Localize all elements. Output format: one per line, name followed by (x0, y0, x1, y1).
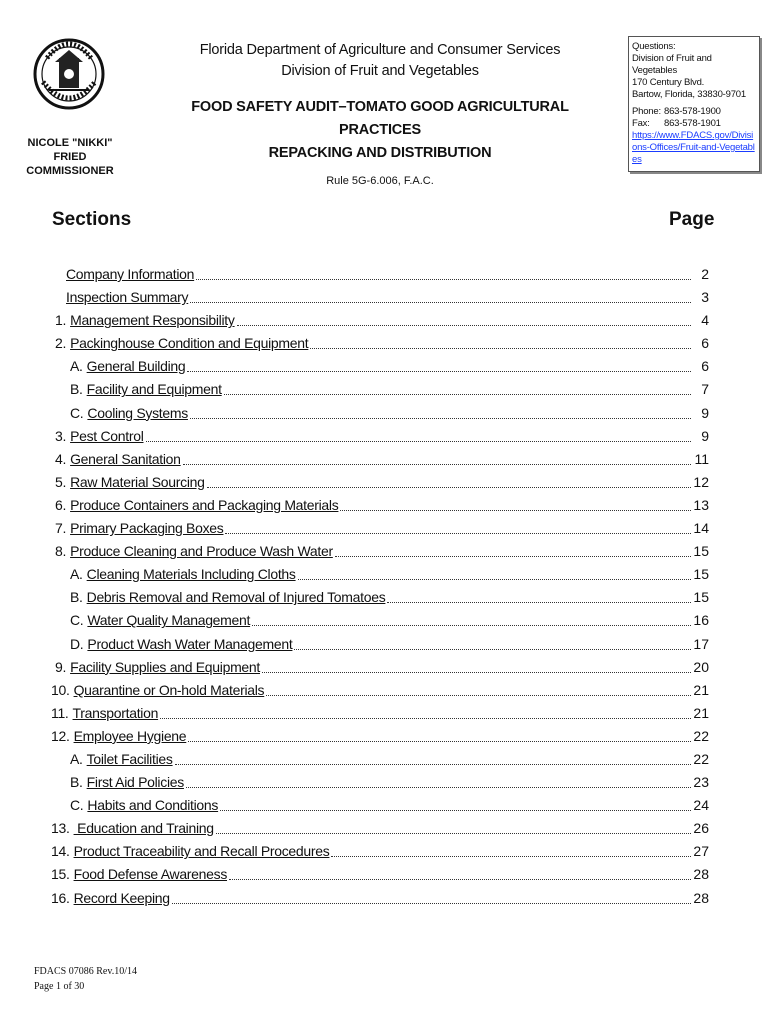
toc-number: C. (70, 612, 84, 629)
document-title-line-1: FOOD SAFETY AUDIT–TOMATO GOOD AGRICULTURAL PRACTICES (191, 99, 569, 138)
toc-link[interactable] (70, 587, 709, 607)
toc-leader-dots (183, 463, 691, 465)
page-heading: Page (669, 209, 715, 230)
document-header (185, 40, 575, 187)
toc-title: First Aid Policies (86, 774, 184, 791)
toc-link[interactable] (55, 472, 709, 492)
toc-title: Habits and Conditions (87, 797, 219, 814)
toc-title: Produce Cleaning and Produce Wash Water (70, 543, 333, 560)
toc-link[interactable] (51, 818, 709, 838)
toc-page-number: 17 (693, 635, 709, 652)
toc-row (0, 449, 770, 472)
toc-page-number: 6 (701, 358, 709, 375)
toc-page-number: 12 (693, 473, 709, 490)
toc-page-number: 21 (693, 681, 709, 698)
toc-title: General Building (86, 358, 186, 375)
toc-number: 11. (51, 704, 69, 721)
toc-link[interactable] (55, 333, 709, 353)
toc-page-number: 6 (701, 335, 709, 352)
toc-leader-dots (331, 855, 691, 857)
toc-page-number: 16 (693, 612, 709, 629)
toc-leader-dots (160, 717, 691, 719)
toc-link[interactable] (55, 426, 709, 446)
toc-leader-dots (298, 578, 691, 580)
toc-number: B. (70, 589, 83, 606)
contact-phone (632, 106, 756, 118)
toc-row (0, 703, 770, 726)
toc-page-number: 27 (693, 843, 709, 860)
division-name: Division of Fruit and Vegetables (281, 63, 479, 79)
toc-link[interactable] (55, 495, 709, 515)
toc-link[interactable] (51, 680, 709, 700)
toc-title: Food Defense Awareness (73, 866, 228, 883)
toc-page-number: 9 (701, 427, 709, 444)
toc-link[interactable] (55, 518, 709, 538)
toc-row (0, 818, 770, 841)
toc-number: D. (70, 635, 84, 652)
toc-link[interactable] (70, 772, 709, 792)
toc-row (0, 610, 770, 633)
toc-leader-dots (294, 648, 691, 650)
toc-leader-dots (266, 694, 691, 696)
toc-leader-dots (220, 809, 691, 811)
phone-value: 863-578-1900 (664, 106, 721, 117)
toc-title: Cleaning Materials Including Cloths (86, 566, 296, 583)
contact-label: Questions: (632, 41, 676, 52)
toc-leader-dots (224, 393, 691, 395)
toc-row (0, 472, 770, 495)
toc-title: Employee Hygiene (73, 727, 187, 744)
toc-leader-dots (229, 878, 691, 880)
toc-title: Facility Supplies and Equipment (70, 658, 260, 675)
toc-title: Facility and Equipment (86, 381, 222, 398)
sections-heading: Sections (52, 209, 132, 230)
toc-row (0, 841, 770, 864)
toc-link[interactable] (70, 610, 709, 630)
toc-link[interactable] (70, 749, 709, 769)
toc-link[interactable] (55, 657, 709, 677)
contact-fax (632, 118, 756, 130)
toc-number: 6. (55, 496, 67, 513)
toc-number: 16. (51, 889, 70, 906)
toc-number: 10. (51, 681, 70, 698)
toc-row (0, 541, 770, 564)
toc-leader-dots (340, 509, 691, 511)
toc-title: Transportation (72, 704, 159, 721)
toc-row (0, 772, 770, 795)
toc-leader-dots (146, 440, 691, 442)
document-title-line-2: REPACKING AND DISTRIBUTION (268, 145, 492, 161)
toc-leader-dots (237, 324, 691, 326)
toc-row (0, 518, 770, 541)
toc-number: 14. (51, 843, 70, 860)
fdacs-seal-logo (33, 20, 105, 132)
toc-leader-dots (175, 763, 691, 765)
contact-division: Division of Fruit and Vegetables (632, 53, 712, 76)
toc-page-number: 15 (693, 589, 709, 606)
toc-leader-dots (216, 832, 691, 834)
toc-page-number: 14 (693, 520, 709, 537)
toc-link[interactable] (55, 541, 709, 561)
toc-link[interactable] (51, 726, 709, 746)
toc-row (0, 310, 770, 333)
toc-link[interactable] (51, 864, 709, 884)
toc-row (0, 426, 770, 449)
toc-title: Product Traceability and Recall Procedures (73, 843, 330, 860)
toc-row (0, 680, 770, 703)
toc-link[interactable] (70, 379, 709, 399)
toc-row (0, 864, 770, 887)
toc-leader-dots (190, 417, 691, 419)
toc-link[interactable] (51, 703, 709, 723)
toc-number: 9. (55, 658, 67, 675)
commissioner-title: COMMISSIONER (26, 165, 114, 177)
toc-row (0, 356, 770, 379)
toc-page-number: 2 (701, 266, 709, 282)
toc-row (0, 657, 770, 680)
toc-page-number: 28 (693, 866, 709, 883)
toc-page-number: 22 (693, 750, 709, 767)
toc-page-number: 26 (693, 820, 709, 837)
toc-number: 5. (55, 473, 67, 490)
toc-page-number: 7 (701, 381, 709, 398)
toc-leader-dots (252, 624, 691, 626)
toc-row (0, 726, 770, 749)
commissioner-block (10, 136, 130, 178)
toc-page-number: 23 (693, 774, 709, 791)
toc-link[interactable] (70, 634, 709, 654)
toc-leader-dots (172, 902, 691, 904)
toc-leader-dots (186, 786, 691, 788)
toc-link[interactable] (55, 310, 709, 330)
toc-row (0, 749, 770, 772)
toc-number: 1. (55, 312, 67, 329)
toc-row (0, 495, 770, 518)
toc-number: 4. (55, 450, 67, 467)
toc-link[interactable] (70, 403, 709, 423)
toc-page-number: 15 (693, 543, 709, 560)
commissioner-name: NICOLE "NIKKI" FRIED (27, 137, 113, 163)
toc-page-number: 22 (693, 727, 709, 744)
toc-row (0, 564, 770, 587)
fax-value: 863-578-1901 (664, 118, 721, 129)
toc-number: 8. (55, 543, 67, 560)
toc-title: Cooling Systems (87, 404, 188, 421)
form-number: FDACS 07086 Rev.10/14 (34, 966, 137, 977)
toc-title: Company Information (66, 266, 195, 282)
website-link[interactable]: https://www.FDACS.gov/Divisions-Offices/Fruit-and-Vegetables (632, 130, 755, 165)
toc-page-number: 3 (701, 289, 709, 306)
toc-row (0, 587, 770, 610)
toc-leader-dots (310, 347, 691, 349)
toc-link[interactable] (51, 841, 709, 861)
toc-page-number: 11 (694, 450, 709, 467)
fax-label: Fax: (632, 118, 650, 129)
toc-leader-dots (225, 532, 691, 534)
toc-page-number: 28 (693, 889, 709, 906)
toc-page-number: 9 (701, 404, 709, 421)
toc-row (0, 333, 770, 356)
toc-page-number: 15 (693, 566, 709, 583)
toc-title: Education and Training (73, 820, 214, 837)
toc-link[interactable] (66, 287, 709, 307)
toc-number: B. (70, 774, 83, 791)
toc-leader-dots (207, 486, 691, 488)
toc-number: 3. (55, 427, 67, 444)
toc-page-number: 21 (693, 704, 709, 721)
toc-title: Produce Containers and Packaging Materials (70, 496, 339, 513)
toc-leader-dots (262, 671, 691, 673)
toc-link[interactable] (70, 564, 709, 584)
toc-number: 15. (51, 866, 70, 883)
toc-leader-dots (188, 740, 691, 742)
agency-name: Florida Department of Agriculture and Consumer Services (199, 42, 561, 58)
toc-title: Record Keeping (73, 889, 170, 906)
toc-number: C. (70, 404, 84, 421)
contact-city: Bartow, Florida, 33830-9701 (632, 89, 746, 100)
toc-row (0, 379, 770, 402)
rule-citation: Rule 5G-6.006, F.A.C. (326, 175, 434, 187)
toc-title: Pest Control (70, 427, 144, 444)
toc-leader-dots (335, 555, 691, 557)
toc-page-number: 24 (693, 797, 709, 814)
toc-number: A. (70, 750, 83, 767)
toc-title: Toilet Facilities (86, 750, 173, 767)
toc-page-number: 13 (693, 496, 709, 513)
toc-title: Packinghouse Condition and Equipment (70, 335, 309, 352)
toc-title: Raw Material Sourcing (70, 473, 205, 490)
toc-title: Quarantine or On-hold Materials (73, 681, 265, 698)
toc-link[interactable] (66, 264, 709, 284)
page-footer (34, 964, 137, 994)
toc-title: Product Wash Water Management (87, 635, 293, 652)
toc-link[interactable] (70, 795, 709, 815)
toc-title: Management Responsibility (70, 312, 235, 329)
toc-title: Water Quality Management (87, 612, 251, 629)
document-title (185, 96, 575, 165)
toc-number: 12. (51, 727, 70, 744)
toc-leader-dots (387, 601, 691, 603)
toc-number: 7. (55, 520, 67, 537)
phone-label: Phone: (632, 106, 661, 117)
toc-number: 13. (51, 820, 70, 837)
toc-title: Primary Packaging Boxes (70, 520, 224, 537)
toc-row (0, 795, 770, 818)
toc-leader-dots (196, 278, 691, 280)
toc-row (0, 403, 770, 426)
toc-link[interactable] (55, 449, 709, 469)
toc-page-number: 20 (693, 658, 709, 675)
toc-title: Inspection Summary (66, 289, 189, 306)
contact-street: 170 Century Blvd. (632, 77, 705, 88)
toc-leader-dots (190, 301, 691, 303)
toc-leader-dots (187, 370, 691, 372)
toc-row (0, 287, 770, 310)
toc-row (0, 634, 770, 657)
toc-number: B. (70, 381, 83, 398)
toc-number: 2. (55, 335, 67, 352)
toc-link[interactable] (51, 888, 709, 908)
toc-page-number: 4 (701, 312, 709, 329)
toc-number: C. (70, 797, 84, 814)
toc-number: A. (70, 566, 83, 583)
page-number: Page 1 of 30 (34, 981, 85, 992)
table-of-contents (0, 264, 770, 911)
toc-row (0, 264, 770, 287)
toc-row (0, 888, 770, 911)
contact-box (628, 36, 760, 172)
toc-title: Debris Removal and Removal of Injured Tomatoes (86, 589, 386, 606)
toc-link[interactable] (70, 356, 709, 376)
toc-number: A. (70, 358, 83, 375)
toc-title: General Sanitation (70, 450, 181, 467)
